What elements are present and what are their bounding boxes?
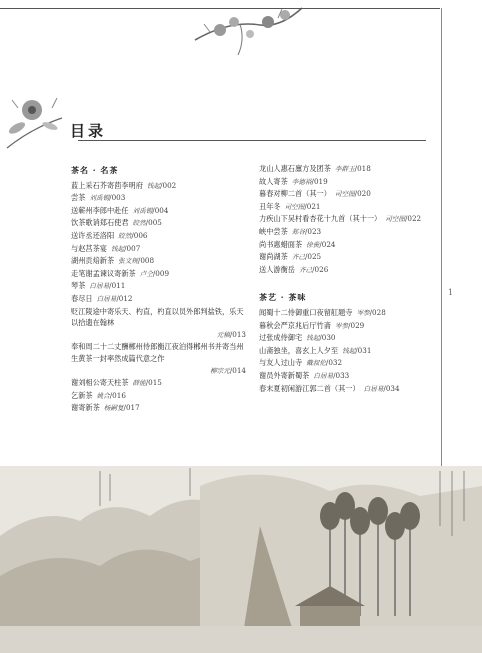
entry-page: /026: [312, 264, 329, 274]
toc-entry[interactable]: [259, 383, 439, 396]
entry-author: 白居易: [96, 294, 117, 303]
entry-page: /025: [304, 252, 322, 262]
entry-title: 贬江陵途中寄乐天、杓直，杓直以员外郎判盐铁，乐天以拾遗在翰林: [71, 306, 244, 328]
entry-author: 齐己: [291, 253, 305, 262]
toc-entry[interactable]: [71, 230, 246, 243]
toc-entry[interactable]: [259, 345, 439, 358]
toc-entry[interactable]: [259, 307, 439, 320]
toc-entry[interactable]: [71, 180, 246, 193]
title-rule: [78, 140, 426, 141]
section-heading: 茶名 · 名茶: [71, 165, 119, 175]
entry-page: /034: [383, 383, 400, 393]
entry-title: 春尽日: [71, 293, 93, 303]
toc-entry[interactable]: [259, 332, 439, 345]
entry-page: /011: [109, 281, 126, 291]
entry-title: 乞新茶: [71, 390, 93, 400]
entry-page: /031: [355, 345, 372, 355]
entry-title: 饮茶歌诮郑石使君: [71, 218, 129, 228]
entry-author: 刘禹锡: [132, 206, 153, 215]
entry-title: 春末夏初闲游江郭二首（其一）: [259, 383, 360, 393]
toc-entry[interactable]: [259, 163, 439, 176]
toc-entry[interactable]: [71, 192, 246, 205]
entry-author: 张文规: [118, 257, 138, 266]
entry-author: 李群玉: [334, 165, 355, 173]
entry-title: 走笔谢孟谏议寄新茶: [71, 268, 136, 278]
entry-author: 司空图: [334, 190, 355, 199]
entry-page: /008: [137, 256, 155, 266]
entry-page: /006: [131, 230, 148, 240]
entry-page: /007: [124, 243, 141, 253]
entry-author: 刘禹锡: [89, 194, 110, 203]
landscape-painting-image: [0, 466, 482, 653]
entry-author: 钱起: [306, 334, 320, 343]
entry-title: 暮春对柳二首（其一）: [259, 189, 331, 199]
entry-page: /016: [109, 390, 126, 400]
entry-page: /012: [116, 293, 133, 303]
entry-title: 奉和周二十二丈酬郴州侍郎衡江夜泊得郴州书并寄当州生黄茶一封率然成篇代意之作: [71, 342, 244, 363]
entry-page: /015: [145, 378, 162, 388]
toc-entry[interactable]: [71, 280, 246, 293]
entry-title: 送许丞还洛阳: [71, 230, 115, 240]
entry-title: 与友人过山寺: [259, 358, 303, 368]
right-margin-rule: [441, 8, 442, 470]
toc-entry[interactable]: [259, 239, 439, 252]
entry-author: 齐己: [298, 265, 313, 274]
entry-page: /020: [354, 189, 371, 199]
toc-entry[interactable]: [259, 320, 439, 333]
entry-author: 李德裕: [291, 177, 312, 186]
entry-title: 谢员外寄新蜀茶: [259, 370, 310, 380]
toc-entry[interactable]: [71, 402, 246, 415]
entry-author: 姚合: [96, 391, 110, 400]
section-heading: 茶艺 · 茶味: [259, 292, 307, 303]
entry-title: 暮秋会严京兆后厅竹斋: [259, 320, 331, 330]
entry-author: 岑参: [356, 308, 370, 317]
toc-entry[interactable]: [71, 268, 246, 281]
toc-entry[interactable]: [71, 205, 246, 218]
entry-author: 皎然: [118, 231, 132, 240]
entry-title: 谢刘相公寄天柱茶: [71, 378, 129, 388]
entry-author: 白居易: [89, 282, 110, 291]
entry-page: /021: [304, 201, 321, 211]
entry-author: 司空图: [284, 202, 305, 211]
toc-entry[interactable]: [259, 213, 439, 226]
toc-entry[interactable]: [259, 264, 439, 277]
toc-entry[interactable]: [259, 176, 439, 189]
entry-page: /002: [160, 180, 177, 190]
toc-entry[interactable]: [71, 390, 246, 403]
entry-title: 送蕲州李郎中赴任: [71, 205, 129, 215]
entry-author: 皎然: [132, 219, 146, 228]
entry-title: 故人寄茶: [259, 176, 288, 186]
entry-author: 岑参: [334, 321, 349, 330]
entry-title: 琴茶: [71, 281, 86, 291]
entry-attribution: [71, 329, 246, 342]
toc-left-column: [71, 163, 246, 415]
entry-title: 过张成侍御宅: [259, 333, 303, 343]
entry-page: /003: [109, 193, 126, 203]
entry-page: /019: [311, 176, 328, 186]
entry-page: /028: [369, 307, 386, 317]
entry-title: 龙山人惠石廪方及团茶: [259, 164, 331, 173]
entry-author: 钱起: [342, 346, 356, 355]
entry-author: 卢仝: [139, 269, 153, 278]
entry-author: 郑谷: [291, 227, 305, 236]
toc-entry[interactable]: [259, 201, 439, 214]
entry-page: /005: [145, 218, 162, 228]
entry-page: /014: [229, 365, 246, 375]
entry-page: /023: [304, 226, 322, 236]
toc-entry[interactable]: [259, 188, 439, 201]
entry-page: /009: [152, 268, 170, 278]
entry-author: 钱起: [146, 181, 161, 190]
entry-page: /018: [354, 164, 371, 173]
toc-entry[interactable]: [71, 243, 246, 256]
entry-page: /024: [319, 239, 336, 249]
toc-title: 目录: [70, 122, 107, 140]
entry-title: 丑年冬: [259, 201, 281, 211]
toc-entry[interactable]: [71, 377, 246, 390]
toc-right-column: [259, 163, 439, 395]
entry-title: 与赵莒茶宴: [71, 243, 107, 253]
entry-page: /004: [152, 205, 169, 215]
entry-title: 山斋独坐，喜玄上人夕至: [259, 345, 339, 355]
entry-author: 杨嗣复: [103, 404, 124, 413]
entry-author: 钱起: [110, 244, 125, 253]
top-rule: [0, 8, 440, 9]
toc-entry[interactable]: [71, 341, 246, 377]
entry-author: 白居易: [313, 371, 334, 380]
entry-title: 闻蜀十二侍御重口夜留舡题寺: [259, 307, 353, 317]
entry-page: /032: [325, 358, 343, 368]
entry-author: 戴叔伦: [306, 359, 326, 368]
entry-page: /013: [229, 329, 246, 339]
flower-branch-icon: [2, 88, 72, 158]
entry-page: /030: [319, 333, 336, 343]
entry-title: 蓝上采石芥寄茴李明府: [71, 180, 143, 190]
entry-title: 峡中尝茶: [259, 226, 288, 236]
entry-author: 白居易: [363, 384, 384, 393]
entry-page: /029: [348, 320, 365, 330]
toc-entry[interactable]: [71, 217, 246, 230]
entry-page: /033: [333, 370, 350, 380]
entry-page: /022: [404, 214, 422, 224]
entry-page: /017: [123, 403, 140, 413]
toc-entry[interactable]: [259, 226, 439, 239]
entry-title: 湖州贡焙新茶: [71, 256, 115, 266]
entry-author: 徐夤: [306, 240, 320, 249]
entry-attribution: [71, 365, 246, 378]
toc-entry[interactable]: [71, 293, 246, 306]
entry-title: 力疾山下吴村看杏花十九首（其十一）: [259, 214, 382, 224]
toc-entry[interactable]: [259, 251, 439, 264]
toc-entry[interactable]: [71, 255, 246, 268]
plum-blossom-icon: [190, 0, 310, 60]
entry-author: 薛能: [132, 379, 146, 388]
entry-author: 司空图: [385, 215, 405, 224]
entry-title: 尚书惠蜡面茶: [259, 239, 303, 249]
entry-author: 柳宗元: [210, 366, 230, 375]
toc-entry[interactable]: [259, 357, 439, 370]
entry-title: 谢尚湖茶: [259, 252, 288, 262]
page-number: 1: [448, 288, 454, 297]
entry-author: 元稹: [216, 330, 230, 339]
toc-entry[interactable]: [259, 370, 439, 383]
entry-title: 送人游衡岳: [259, 264, 295, 274]
entry-title: 尝茶: [71, 193, 86, 203]
entry-title: 谢寄新茶: [71, 403, 100, 413]
toc-entry[interactable]: [71, 306, 246, 342]
